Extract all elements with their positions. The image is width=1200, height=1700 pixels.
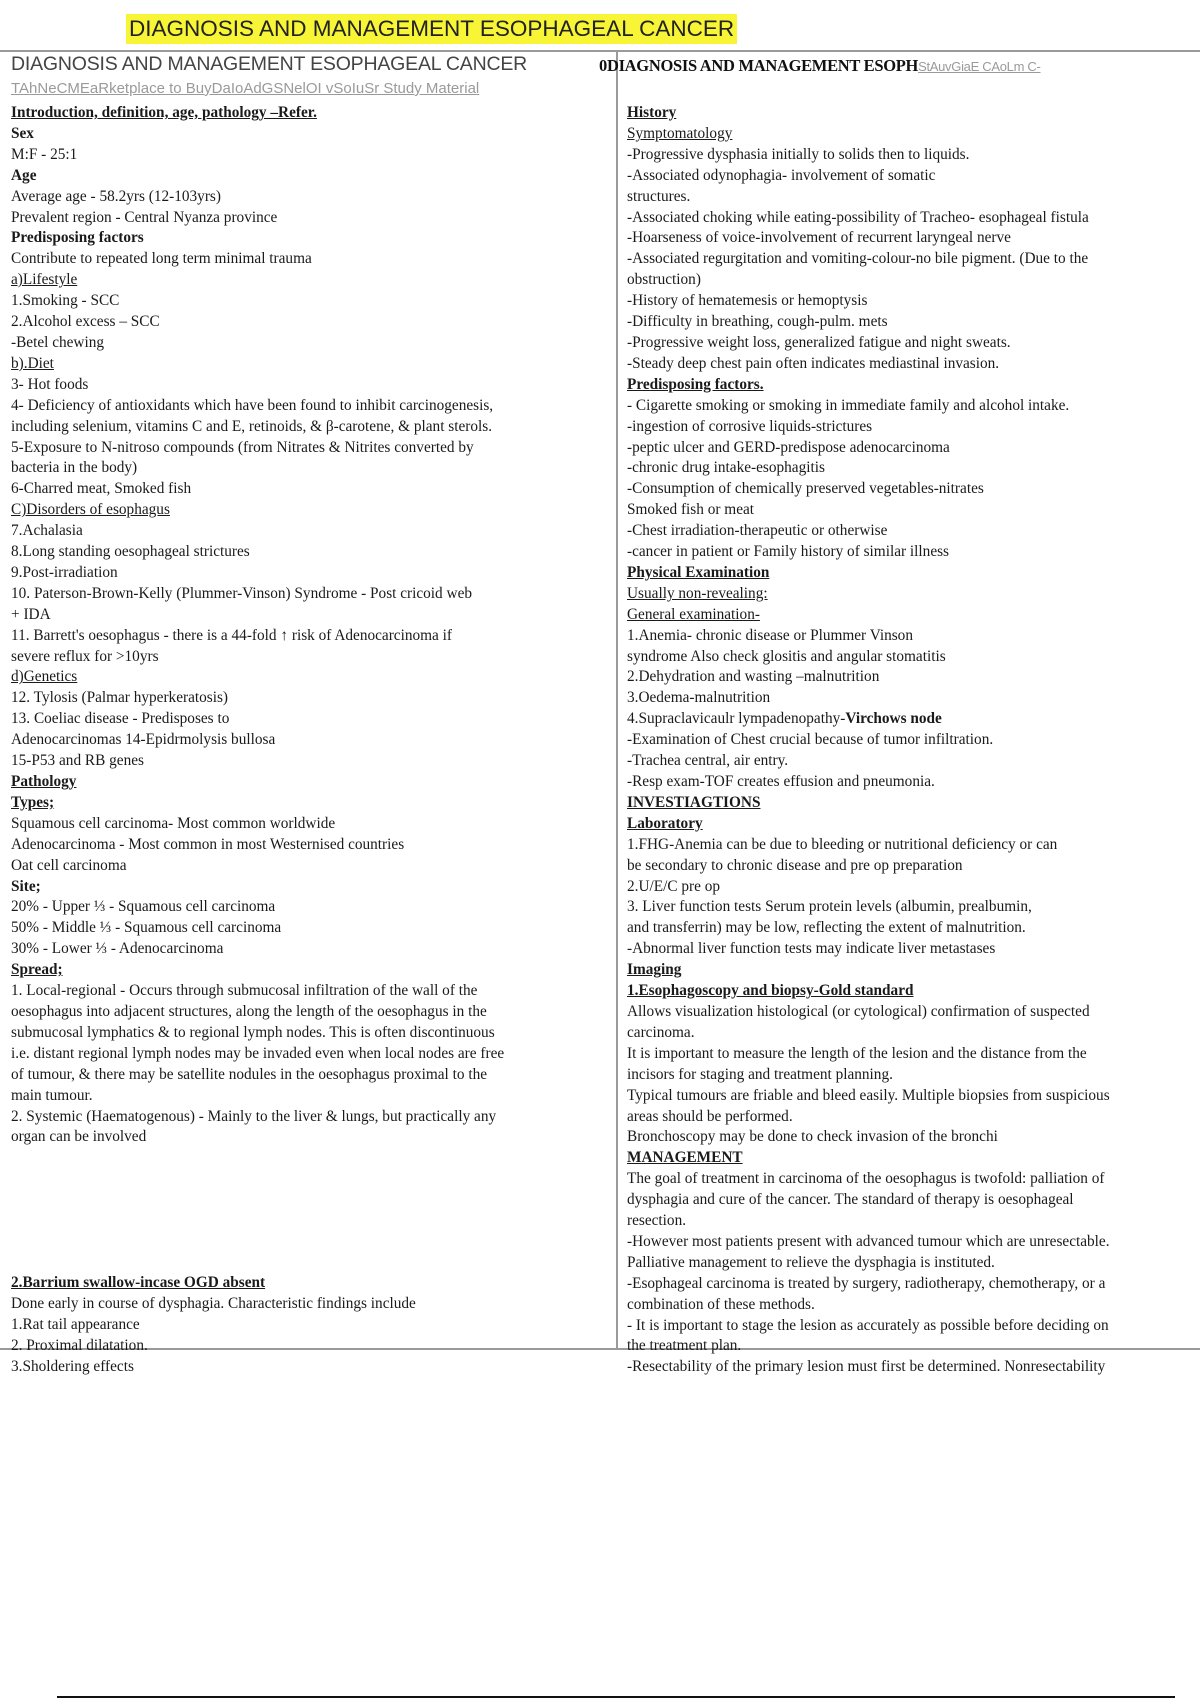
text-line: 7.Achalasia	[11, 522, 83, 540]
text-line: -peptic ulcer and GERD-predispose adenocarcinoma	[627, 438, 950, 456]
text-line: The goal of treatment in carcinoma of the oesophagus is twofold: palliation of	[627, 1170, 1105, 1188]
text-line: 4- Deficiency of antioxidants which have been found to inhibit carcinogenesis,	[11, 396, 494, 414]
text-line: -Associated regurgitation and vomiting-colour-no bile pigment. (Due to the	[627, 250, 1089, 268]
text-line: Sex	[11, 124, 34, 142]
text-line: 2.Alcohol excess – SCC	[11, 313, 160, 331]
text-line: General examination-	[627, 605, 760, 623]
text-line: a)Lifestyle	[11, 271, 78, 289]
text-line: -chronic drug intake-esophagitis	[627, 459, 825, 477]
text-line: 6-Charred meat, Smoked fish	[11, 480, 192, 498]
text-line: Predisposing factors.	[627, 375, 764, 393]
text-line: MANAGEMENT	[627, 1149, 743, 1167]
text-line: -Hoarseness of voice-involvement of recurrent laryngeal nerve	[627, 229, 1011, 247]
text-line: -Betel chewing	[11, 333, 105, 351]
text-line: 2. Proximal dilatation.	[11, 1336, 148, 1354]
text-line: 50% - Middle ⅓ - Squamous cell carcinoma	[11, 919, 282, 937]
text-line: Usually non-revealing:	[627, 584, 768, 602]
text-line: 15-P53 and RB genes	[11, 752, 144, 770]
text-line: incisors for staging and treatment planning.	[627, 1065, 893, 1083]
text-line: 1.FHG-Anemia can be due to bleeding or nutritional deficiency or can	[627, 835, 1058, 853]
text-line: i.e. distant regional lymph nodes may be invaded even when local nodes are free	[11, 1044, 505, 1062]
text-line: 11. Barrett's oesophagus - there is a 44-fold ↑ risk of Adenocarcinoma if	[11, 626, 453, 644]
text-line: 20% - Upper ⅓ - Squamous cell carcinoma	[11, 898, 276, 916]
text-line: and transferrin) may be low, reflecting the extent of malnutrition.	[627, 919, 1026, 937]
text-line: Oat cell carcinoma	[11, 856, 127, 874]
text-line: oesophagus into adjacent structures, along the length of the oesophagus in the	[11, 1002, 487, 1020]
page-bottom-rule	[57, 1696, 1175, 1698]
text-line: 5-Exposure to N-nitroso compounds (from Nitrates & Nitrites converted by	[11, 438, 474, 456]
text-line: -Progressive dysphasia initially to solids then to liquids.	[627, 145, 970, 163]
text-line: b).Diet	[11, 354, 54, 372]
text-line: 2. Systemic (Haematogenous) - Mainly to the liver & lungs, but practically any	[11, 1107, 497, 1125]
text-line: 1.Anemia- chronic disease or Plummer Vinson	[627, 626, 913, 644]
text-line: -Resp exam-TOF creates effusion and pneumonia.	[627, 773, 935, 790]
text-line: - Cigarette smoking or smoking in immediate family and alcohol intake.	[627, 396, 1070, 414]
text-line: -Resectability of the primary lesion must first be determined. Nonresectability	[627, 1358, 1106, 1376]
text-line: Prevalent region - Central Nyanza province	[11, 208, 278, 226]
text-line: + IDA	[11, 605, 51, 623]
text-line: -Associated odynophagia- involvement of somatic	[627, 166, 936, 184]
text-line: Contribute to repeated long term minimal trauma	[11, 250, 312, 268]
text-line: -Progressive weight loss, generalized fatigue and night sweats.	[627, 333, 1011, 351]
text-line: syndrome Also check glositis and angular stomatitis	[627, 647, 946, 665]
text-line: severe reflux for >10yrs	[11, 647, 159, 665]
text-line: 30% - Lower ⅓ - Adenocarcinoma	[11, 940, 224, 958]
text-line: Smoked fish or meat	[627, 501, 755, 519]
text-line: It is important to measure the length of the lesion and the distance from the	[627, 1044, 1087, 1062]
text-line: 3.Sholdering effects	[11, 1357, 134, 1375]
text-line: bacteria in the body)	[11, 459, 138, 477]
text-line: M:F - 25:1	[11, 145, 78, 163]
text-line: -ingestion of corrosive liquids-strictures	[627, 417, 873, 435]
text-line: Squamous cell carcinoma- Most common worldwide	[11, 814, 336, 832]
text-line: -Chest irradiation-therapeutic or otherwise	[627, 522, 888, 540]
text-line: Adenocarcinomas 14-Epidrmolysis bullosa	[11, 731, 276, 749]
text-line: d)Genetics	[11, 668, 78, 686]
text-line: INVESTIAGTIONS	[627, 793, 761, 811]
text-line: Age	[11, 166, 37, 184]
text-line: 12. Tylosis (Palmar hyperkeratosis)	[11, 689, 229, 707]
text-line: -History of hematemesis or hemoptysis	[627, 292, 868, 310]
text-line: submucosal lymphatics & to regional lymph nodes. This is often discontinuous	[11, 1023, 495, 1041]
text-line: dysphagia and cure of the cancer. The standard of therapy is oesophageal	[627, 1191, 1074, 1209]
marketplace-watermark: TAhNeCMEaRketplace to BuyDaIoAdGSNelOI vSoIuSr Study Material	[11, 80, 480, 97]
text-line: 8.Long standing oesophageal strictures	[11, 543, 250, 561]
text-line: 1.Esophagoscopy and biopsy-Gold standard	[627, 982, 914, 1000]
right-header-main: 0DIAGNOSIS AND MANAGEMENT ESOPH	[599, 56, 919, 75]
text-line: -Abnormal liver function tests may indicate liver metastases	[627, 940, 996, 958]
text-line: Site;	[11, 877, 41, 895]
text-line: 13. Coeliac disease - Predisposes to	[11, 710, 230, 728]
text-line: Typical tumours are friable and bleed easily. Multiple biopsies from suspicious	[627, 1086, 1110, 1104]
text-line: 3.Oedema-malnutrition	[627, 689, 771, 707]
left-header-title: DIAGNOSIS AND MANAGEMENT ESOPHAGEAL CANCER	[11, 53, 528, 75]
text-line: Bronchoscopy may be done to check invasion of the bronchi	[627, 1128, 998, 1146]
text-line: of tumour, & there may be satellite nodules in the oesophagus proximal to the	[11, 1065, 488, 1083]
text-line: -Examination of Chest crucial because of tumor infiltration.	[627, 731, 994, 749]
column-divider	[616, 50, 618, 1350]
text-line: -Steady deep chest pain often indicates mediastinal invasion.	[627, 354, 1000, 372]
text-line: obstruction)	[627, 271, 701, 289]
left-column	[11, 103, 603, 1148]
text-line: 1.Smoking - SCC	[11, 292, 120, 310]
text-line: resection.	[627, 1212, 687, 1230]
right-header-title	[599, 55, 1041, 78]
text-line: Spread;	[11, 961, 63, 979]
text-line: Palliative management to relieve the dysphagia is instituted.	[627, 1253, 995, 1271]
text-line: 9.Post-irradiation	[11, 563, 118, 581]
text-line: Average age - 58.2yrs (12-103yrs)	[11, 187, 221, 205]
left-column-lower	[11, 1273, 603, 1378]
text-line: History	[627, 104, 677, 121]
text-line: main tumour.	[11, 1086, 93, 1104]
text-line: structures.	[627, 187, 691, 205]
text-line: -Esophageal carcinoma is treated by surgery, radiotherapy, chemotherapy, or a	[627, 1274, 1106, 1292]
text-line: Allows visualization histological (or cytological) confirmation of suspected	[627, 1002, 1090, 1020]
text-line: Types;	[11, 793, 55, 811]
text-line: - It is important to stage the lesion as accurately as possible before deciding on	[627, 1316, 1109, 1334]
text-line: Introduction, definition, age, pathology –Refer.	[11, 104, 317, 121]
text-line: Adenocarcinoma - Most common in most Westernised countries	[11, 835, 405, 853]
text-line: -Trachea central, air entry.	[627, 752, 789, 770]
right-column	[627, 103, 1200, 1378]
text-line: Pathology	[11, 773, 77, 790]
text-line: Predisposing factors	[11, 229, 144, 247]
text-line: 10. Paterson-Brown-Kelly (Plummer-Vinson) Syndrome - Post cricoid web	[11, 584, 473, 602]
text-line: 1. Local-regional - Occurs through submucosal infiltration of the wall of the	[11, 982, 478, 1000]
text-line: 3- Hot foods	[11, 375, 89, 393]
text-line: combination of these methods.	[627, 1295, 815, 1313]
text-line: 4.Supraclavicaulr lympadenopathy-Virchows node	[627, 710, 942, 728]
text-line: -Associated choking while eating-possibility of Tracheo- esophageal fistula	[627, 208, 1089, 226]
text-line: 3. Liver function tests Serum protein levels (albumin, prealbumin,	[627, 898, 1032, 916]
text-line: the treatment plan.	[627, 1337, 742, 1355]
text-line: Symptomatology	[627, 124, 733, 142]
text-line: 2.Dehydration and wasting –malnutrition	[627, 668, 880, 686]
text-line: be secondary to chronic disease and pre op preparation	[627, 856, 963, 874]
text-line: -cancer in patient or Family history of similar illness	[627, 543, 950, 561]
text-line: Laboratory	[627, 814, 703, 832]
text-line: C)Disorders of esophagus	[11, 501, 170, 519]
text-line: 2.Barrium swallow-incase OGD absent	[11, 1274, 266, 1291]
text-line: 1.Rat tail appearance	[11, 1315, 140, 1333]
text-line: 2.U/E/C pre op	[627, 877, 721, 895]
right-header-watermark: StAuvGiaE CAoLm C-	[918, 59, 1041, 74]
text-line: areas should be performed.	[627, 1107, 793, 1125]
text-line: -Difficulty in breathing, cough-pulm. mets	[627, 313, 888, 331]
text-line: Done early in course of dysphagia. Characteristic findings include	[11, 1294, 416, 1312]
text-line: -However most patients present with advanced tumour which are unresectable.	[627, 1232, 1110, 1250]
text-line: Imaging	[627, 961, 682, 979]
text-line: including selenium, vitamins C and E, retinoids, & β-carotene, & plant sterols.	[11, 417, 493, 435]
text-line: -Consumption of chemically preserved vegetables-nitrates	[627, 480, 984, 498]
text-line: Physical Examination	[627, 563, 770, 581]
text-line: carcinoma.	[627, 1023, 695, 1041]
document-title-highlighted: DIAGNOSIS AND MANAGEMENT ESOPHAGEAL CANCER	[126, 14, 737, 44]
text-line: organ can be involved	[11, 1128, 147, 1146]
